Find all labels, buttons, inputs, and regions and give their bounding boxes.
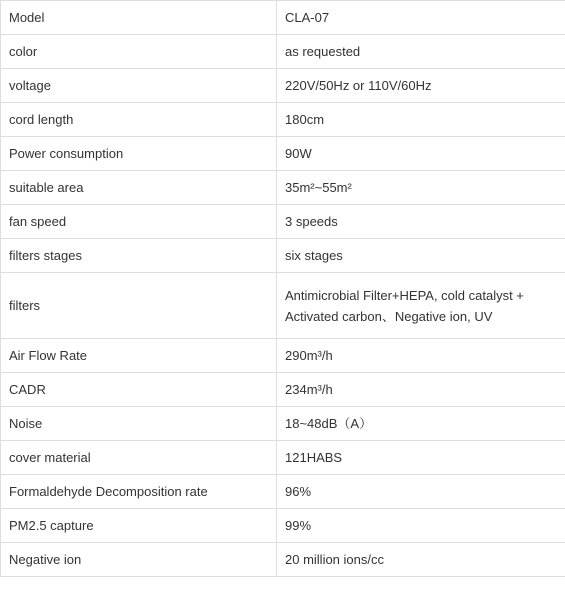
spec-key: fan speed (1, 205, 277, 239)
spec-key: suitable area (1, 171, 277, 205)
spec-key: PM2.5 capture (1, 509, 277, 543)
spec-value: CLA-07 (277, 1, 565, 35)
table-row (1, 205, 565, 239)
table-row (1, 273, 565, 339)
spec-key: cover material (1, 441, 277, 475)
spec-value: 234m³/h (277, 373, 565, 407)
spec-key: Noise (1, 407, 277, 441)
table-row (1, 373, 565, 407)
table-row (1, 441, 565, 475)
table-row (1, 69, 565, 103)
table-row (1, 339, 565, 373)
spec-value: 121HABS (277, 441, 565, 475)
spec-value: 35m²~55m² (277, 171, 565, 205)
table-row (1, 475, 565, 509)
spec-key: CADR (1, 373, 277, 407)
spec-key: filters (1, 273, 277, 339)
spec-value: 290m³/h (277, 339, 565, 373)
spec-value: 20 million ions/cc (277, 543, 565, 577)
table-row (1, 137, 565, 171)
table-row (1, 239, 565, 273)
spec-key: Power consumption (1, 137, 277, 171)
spec-value: 220V/50Hz or 110V/60Hz (277, 69, 565, 103)
spec-key: filters stages (1, 239, 277, 273)
table-row (1, 103, 565, 137)
table-row (1, 509, 565, 543)
spec-value: 96% (277, 475, 565, 509)
spec-key: cord length (1, 103, 277, 137)
table-row (1, 35, 565, 69)
spec-key: voltage (1, 69, 277, 103)
table-row (1, 543, 565, 577)
table-row (1, 407, 565, 441)
spec-value: 90W (277, 137, 565, 171)
spec-value: six stages (277, 239, 565, 273)
spec-key: Formaldehyde Decomposition rate (1, 475, 277, 509)
spec-key: color (1, 35, 277, 69)
spec-value: 18~48dB（A） (277, 407, 565, 441)
table-row (1, 171, 565, 205)
spec-key: Negative ion (1, 543, 277, 577)
spec-value: 180cm (277, 103, 565, 137)
spec-value: Antimicrobial Filter+HEPA, cold catalyst + Activated carbon、Negative ion, UV (277, 273, 565, 339)
spec-value: as requested (277, 35, 565, 69)
spec-key: Air Flow Rate (1, 339, 277, 373)
spec-value: 99% (277, 509, 565, 543)
table-row (1, 1, 565, 35)
spec-key: Model (1, 1, 277, 35)
spec-value: 3 speeds (277, 205, 565, 239)
